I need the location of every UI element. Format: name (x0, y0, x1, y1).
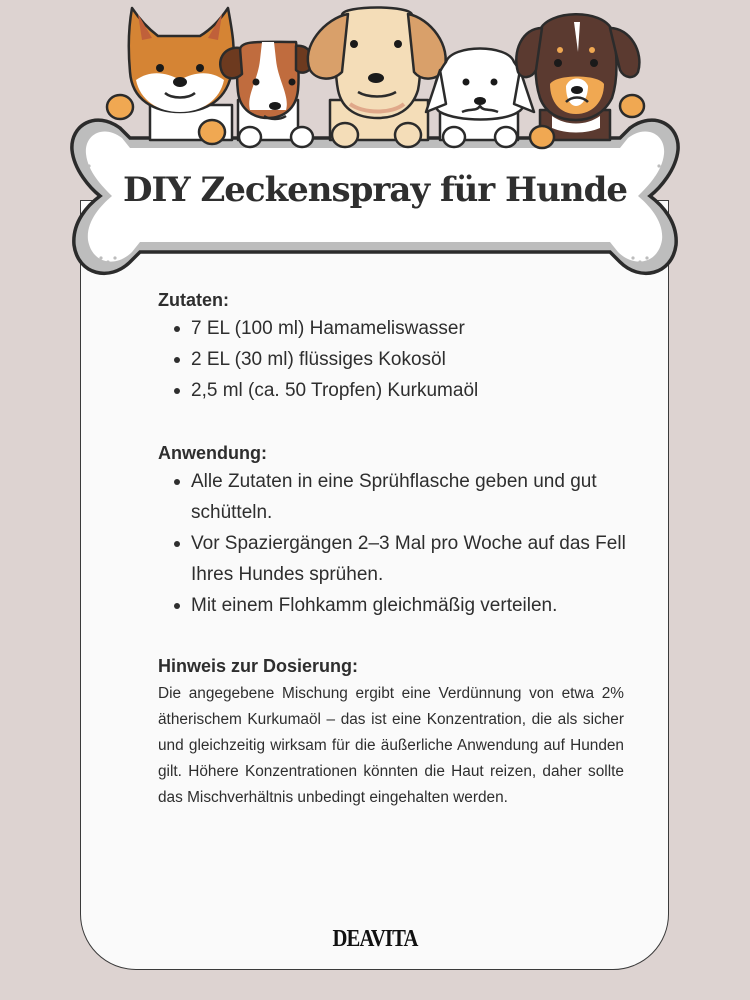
ingredients-list (173, 313, 628, 406)
dosage-note-text: Die angegebene Mischung ergibt eine Verdünnung von etwa 2% ätherischem Kurkumaöl – das ist eine Konzentration, die als sicher und gleichzeitig wirksam für die äußerliche Anwendung auf Hunden gilt. Höhere Konzentrationen könnten die Haut reizen, daher sollte das Mischverhältnis unbedingt eingehalten werden. (158, 685, 624, 806)
list-item: Vor Spaziergängen 2–3 Mal pro Woche auf das Fell Ihres Hundes sprühen. (173, 528, 628, 590)
dosage-note-section (158, 653, 628, 811)
list-item: 2,5 ml (ca. 50 Tropfen) Kurkumaöl (173, 375, 628, 406)
bernese-dog-icon (516, 14, 644, 148)
page-title: DIY Zeckenspray für Hunde (122, 170, 628, 210)
brand-logo: DEAVITA (332, 926, 418, 952)
dogs-illustration (0, 0, 750, 160)
list-item: 7 EL (100 ml) Hamameliswasser (173, 313, 628, 344)
labrador-dog-icon (308, 8, 446, 148)
usage-section (158, 440, 628, 621)
ingredients-heading: Zutaten: (158, 290, 229, 310)
dosage-note-heading: Hinweis zur Dosierung: (158, 656, 359, 676)
usage-list (173, 466, 628, 621)
jack-russell-dog-icon (220, 42, 313, 147)
list-item: Mit einem Flohkamm gleichmäßig verteilen. (173, 590, 628, 621)
list-item: Alle Zutaten in eine Sprühflasche geben und gut schütteln. (173, 466, 628, 528)
ingredients-section (158, 287, 628, 406)
usage-heading: Anwendung: (158, 443, 267, 463)
shiba-dog-icon (107, 8, 234, 144)
list-item: 2 EL (30 ml) flüssiges Kokosöl (173, 344, 628, 375)
recipe-content (158, 287, 628, 811)
